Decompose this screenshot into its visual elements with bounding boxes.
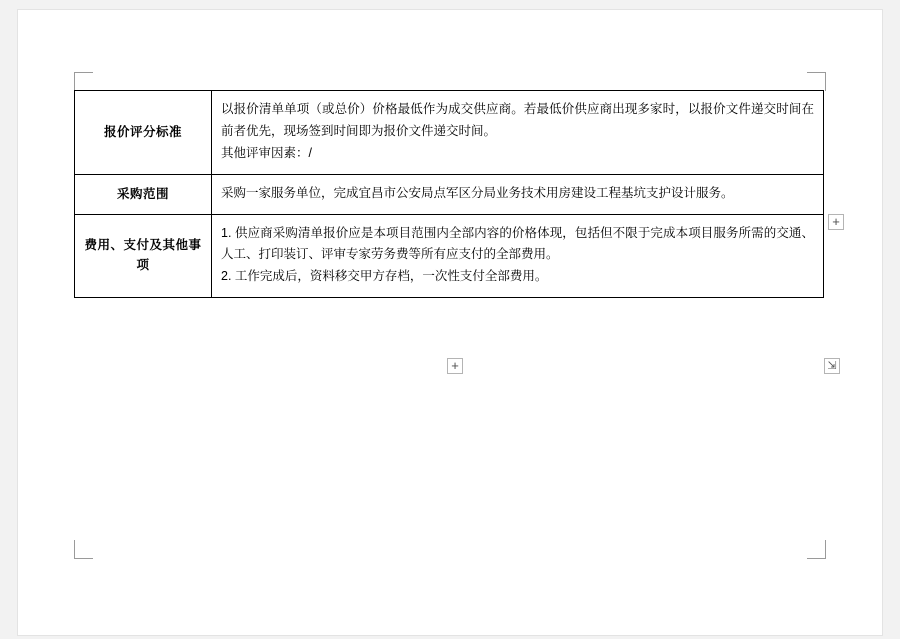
margin-mark-top-left xyxy=(74,72,93,91)
row-label-scoring: 报价评分标准 xyxy=(75,91,212,175)
table-row xyxy=(75,174,824,214)
row-content-scoring xyxy=(212,91,824,175)
table-resize-handle-icon[interactable]: ⇲ xyxy=(824,358,840,374)
row-content-fees xyxy=(212,214,824,298)
add-row-icon[interactable]: + xyxy=(447,358,463,374)
paragraph: 以报价清单单项（或总价）价格最低作为成交供应商。若最低价供应商出现多家时，以报价文件递交时间在前者优先，现场签到时间即为报价文件递交时间。 xyxy=(221,102,814,138)
row-content-scope xyxy=(212,174,824,214)
row-label-scope: 采购范围 xyxy=(75,174,212,214)
margin-mark-bottom-left xyxy=(74,540,93,559)
margin-mark-bottom-right xyxy=(807,540,826,559)
paragraph: 2. 工作完成后，资料移交甲方存档，一次性支付全部费用。 xyxy=(221,269,548,284)
row-label-fees: 费用、支付及其他事项 xyxy=(75,214,212,298)
requirements-table xyxy=(74,90,824,298)
paragraph: 1. 供应商采购清单报价应是本项目范围内全部内容的价格体现，包括但不限于完成本项目服务所需的交通、人工、打印装订、评审专家劳务费等所有应支付的全部费用。 xyxy=(221,225,814,262)
paragraph: 采购一家服务单位，完成宜昌市公安局点军区分局业务技术用房建设工程基坑支护设计服务。 xyxy=(221,185,734,200)
paragraph: 其他评审因素：/ xyxy=(221,145,312,160)
margin-mark-top-right xyxy=(807,72,826,91)
add-column-icon[interactable]: + xyxy=(828,214,844,230)
table-row xyxy=(75,214,824,298)
document-page xyxy=(18,10,882,635)
table-row xyxy=(75,91,824,175)
